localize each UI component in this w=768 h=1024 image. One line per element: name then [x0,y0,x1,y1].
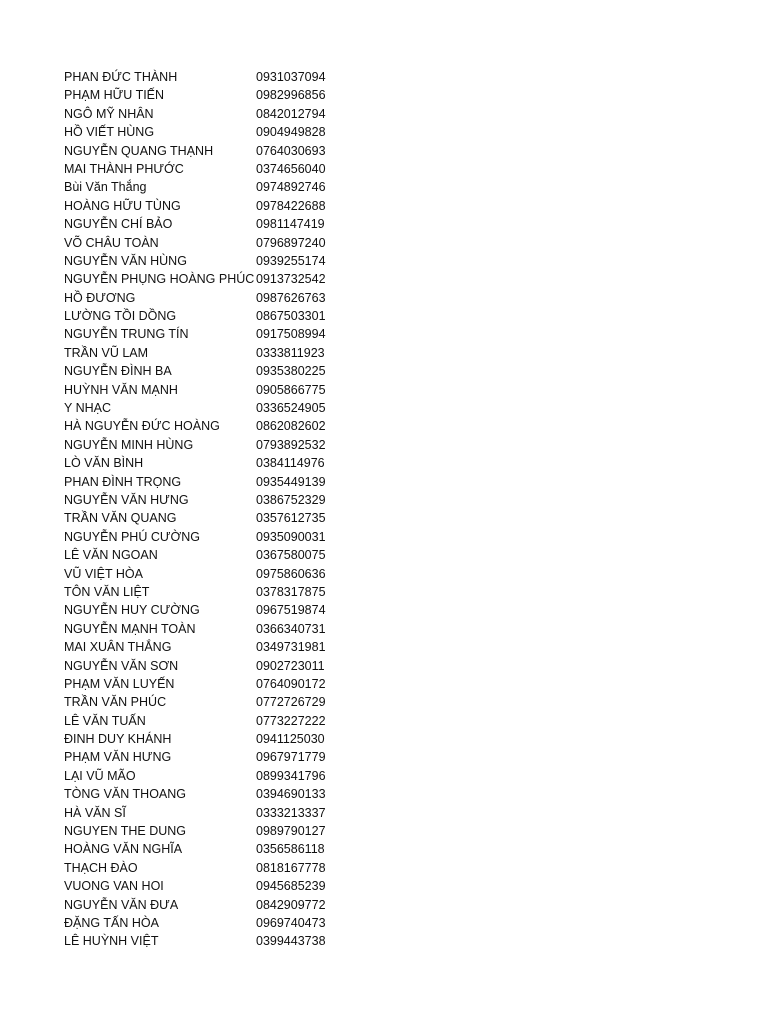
contact-name: LÊ HUỲNH VIỆT [64,934,159,949]
contact-phone: 0902723011 [256,658,325,673]
contact-name: LÊ VĂN TUẤN [64,713,146,728]
contact-phone: 0384114976 [256,456,325,471]
contact-row [64,142,364,160]
contact-name: ĐINH DUY KHÁNH [64,732,172,747]
contact-row [64,123,364,141]
contact-name: TÒNG VĂN THOANG [64,787,187,802]
contact-phone: 0333811923 [256,345,325,360]
contact-row [64,436,364,454]
contact-name: PHAN ĐÌNH TRỌNG [64,474,182,489]
contact-phone: 0386752329 [256,492,326,507]
contact-phone: 0931037094 [256,70,326,84]
contact-phone: 0793892532 [256,437,326,452]
contact-phone: 0981147419 [256,217,325,232]
contact-name: MAI XUÂN THẮNG [64,640,172,655]
contact-row [64,417,364,435]
contact-name: LẠI VŨ MÃO [64,768,136,783]
contact-name: NGUYỄN PHỤNG HOÀNG PHÚC [64,272,255,287]
contact-phone: 0378317875 [256,584,326,599]
contact-name: PHẠM VĂN HƯNG [64,750,172,765]
contact-name: PHẠM VĂN LUYẾN [64,676,175,691]
contact-row [64,362,364,380]
contact-name: NGUYỄN QUANG THẠNH [64,143,214,158]
contact-row [64,234,364,252]
contact-phone: 0773227222 [256,713,326,728]
contact-name: VÕ CHÂU TOÀN [64,235,159,250]
contact-row [64,675,364,693]
contact-name: ĐẶNG TẤN HÒA [64,915,159,930]
contact-phone: 0867503301 [256,309,326,324]
contact-row [64,565,364,583]
contact-name: TRẦN VŨ LAM [64,345,149,360]
contact-phone: 0366340731 [256,621,326,636]
contact-phone: 0842012794 [256,106,326,121]
contact-row [64,252,364,270]
contact-phone: 0935380225 [256,364,326,379]
contact-name: HÀ VĂN SĨ [64,805,126,820]
contact-name: Y NHẠC [64,401,112,416]
contact-name: LƯỜNG TỒI DỒNG [64,309,177,324]
contact-phone: 0945685239 [256,879,326,894]
contact-phone: 0356586118 [256,842,325,857]
contact-phone: 0935449139 [256,474,326,489]
contact-phone: 0772726729 [256,695,326,710]
contact-name: HOÀNG VĂN NGHĨA [64,842,183,857]
contact-row [64,546,364,564]
contact-phone: 0904949828 [256,125,326,140]
contact-row [64,197,364,215]
contact-row [64,932,364,950]
contact-name: HUỲNH VĂN MẠNH [64,382,178,397]
contact-phone: 0764090172 [256,676,326,691]
contact-phone: 0989790127 [256,824,326,839]
contact-row [64,491,364,509]
contact-phone: 0978422688 [256,198,326,213]
contact-name: NGUYỄN VĂN SƠN [64,658,179,673]
contact-row [64,620,364,638]
contact-name: TRẦN VĂN QUANG [64,511,177,526]
contact-row [64,877,364,895]
contact-row [64,840,364,858]
contact-row [64,86,364,104]
contact-name: HỒ VIẾT HÙNG [64,125,155,140]
contact-row [64,344,364,362]
contact-row [64,509,364,527]
contact-phone: 0399443738 [256,934,326,949]
contact-row [64,289,364,307]
contact-name: NGUYỄN TRUNG TÍN [64,327,189,342]
contact-row [64,748,364,766]
contact-name: NGUYỄN MẠNH TOÀN [64,621,196,636]
contact-row [64,215,364,233]
contact-row [64,767,364,785]
contact-row [64,473,364,491]
contact-row [64,859,364,877]
contact-row [64,160,364,178]
contact-phone: 0987626763 [256,290,326,305]
contact-phone: 0982996856 [256,88,326,103]
contact-name: NGUYỄN HUY CƯỜNG [64,603,200,618]
contact-name: PHAN ĐỨC THÀNH [64,70,178,84]
contact-phone: 0905866775 [256,382,326,397]
contact-name: PHẠM HỮU TIẾN [64,88,165,103]
contact-phone: 0333213337 [256,805,326,820]
contact-phone: 0935090031 [256,529,326,544]
contact-phone: 0941125030 [256,732,325,747]
contact-name: NGUYỄN MINH HÙNG [64,437,194,452]
contact-phone: 0917508994 [256,327,326,342]
contact-row [64,638,364,656]
contact-phone: 0939255174 [256,253,326,268]
contact-row [64,712,364,730]
contact-name: Bùi Văn Thắng [64,180,147,195]
contact-row [64,105,364,123]
contact-row [64,270,364,288]
contact-name: THẠCH ĐÀO [64,860,138,875]
contact-name: NGUYỄN CHÍ BẢO [64,217,173,232]
contact-row [64,178,364,196]
contact-name: HOÀNG HỮU TÙNG [64,198,181,213]
contact-name: NGUYỄN ĐÌNH BA [64,364,172,379]
contact-row [64,583,364,601]
contact-row [64,381,364,399]
contact-row [64,693,364,711]
contact-name: VŨ VIỆT HÒA [64,566,143,581]
contact-row [64,730,364,748]
contact-phone: 0913732542 [256,272,326,287]
contact-name: HÀ NGUYỄN ĐỨC HOÀNG [64,419,220,434]
contact-row [64,399,364,417]
contact-phone: 0818167778 [256,860,326,875]
contact-phone: 0862082602 [256,419,326,434]
contact-phone: 0764030693 [256,143,326,158]
contact-phone: 0975860636 [256,566,326,581]
contact-row [64,325,364,343]
contact-phone: 0357612735 [256,511,326,526]
contact-name: HỒ ĐƯƠNG [64,290,136,305]
contact-row [64,307,364,325]
contact-phone: 0969740473 [256,915,326,930]
contact-row [64,528,364,546]
contact-name: LÒ VĂN BÌNH [64,456,144,471]
contact-phone: 0796897240 [256,235,326,250]
contact-row [64,68,364,86]
contact-phone: 0336524905 [256,401,326,416]
contact-name: NGÔ MỸ NHÂN [64,106,154,121]
contact-row [64,804,364,822]
contact-phone: 0899341796 [256,768,326,783]
contact-row [64,822,364,840]
contact-row [64,785,364,803]
contact-name: NGUYỄN VĂN HÙNG [64,253,187,268]
contact-row [64,454,364,472]
contact-phone: 0842909772 [256,897,326,912]
contact-name: MAI THÀNH PHƯỚC [64,161,184,176]
contact-name: LÊ VĂN NGOAN [64,548,158,563]
contact-list [64,68,364,951]
contact-phone: 0394690133 [256,787,326,802]
contact-row [64,896,364,914]
contact-name: NGUYỄN VĂN ĐƯA [64,897,179,912]
contact-row [64,914,364,932]
contact-phone: 0349731981 [256,640,326,655]
contact-phone: 0967971779 [256,750,326,765]
contact-name: TRẦN VĂN PHÚC [64,695,167,710]
contact-name: NGUYỄN VĂN HƯNG [64,492,189,507]
contact-name: NGUYEN THE DUNG [64,824,187,839]
contact-phone: 0374656040 [256,161,326,176]
contact-name: NGUYỄN PHÚ CƯỜNG [64,529,200,544]
contact-phone: 0367580075 [256,548,326,563]
contact-name: VUONG VAN HOI [64,879,164,894]
contact-name: TÔN VĂN LIỆT [64,584,150,599]
contact-row [64,657,364,675]
contact-phone: 0967519874 [256,603,326,618]
contact-phone: 0974892746 [256,180,326,195]
contact-row [64,601,364,619]
